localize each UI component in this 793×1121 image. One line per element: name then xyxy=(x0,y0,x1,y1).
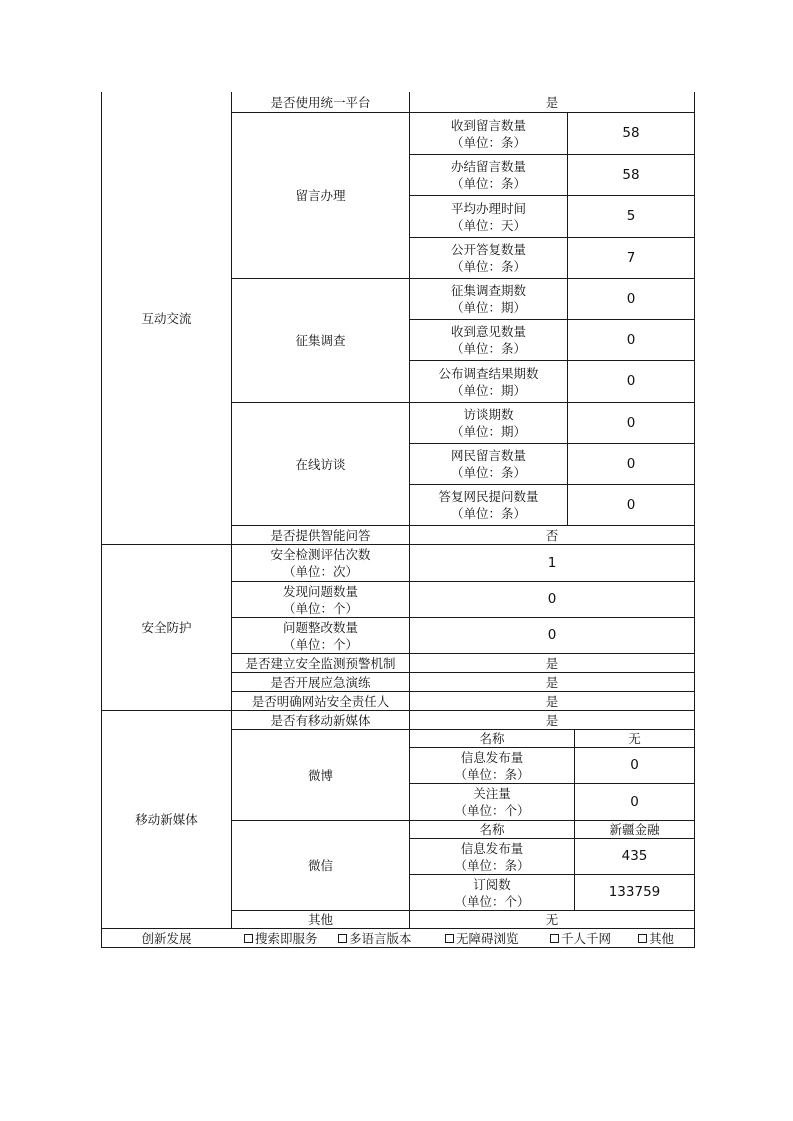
warning-mechanism-value: 是 xyxy=(545,655,559,671)
option-other[interactable]: 其他 xyxy=(638,929,674,947)
smart-qa-label: 是否提供智能问答 xyxy=(270,527,371,543)
problems-found-label: 发现问题数量 （单位：个） xyxy=(282,583,358,616)
public-replies-value: 7 xyxy=(626,249,636,266)
survey-results-value: 0 xyxy=(626,373,636,389)
survey-title: 征集调查 xyxy=(295,333,346,348)
closed-messages-label: 办结留言数量 （单位：条） xyxy=(450,159,526,191)
innovation-options xyxy=(240,928,700,947)
wechat-subscribers-value: 133759 xyxy=(608,884,661,900)
survey-periods-label: 征集调查期数 （单位：期） xyxy=(450,283,526,315)
interview-periods-value: 0 xyxy=(626,414,636,431)
wechat-subscribers-label: 订阅数 （单位：个） xyxy=(454,876,530,909)
has-mobile-media-value: 是 xyxy=(545,712,559,728)
emergency-drill-value: 是 xyxy=(545,674,559,690)
security-owner-label: 是否明确网站安全责任人 xyxy=(251,693,390,709)
received-messages-label: 收到留言数量 （单位：条） xyxy=(450,117,526,150)
checkbox-icon[interactable] xyxy=(638,934,647,943)
interview-periods-label: 访谈期数 （单位：期） xyxy=(450,407,526,439)
security-checks-value: 1 xyxy=(547,554,557,571)
checkbox-icon[interactable] xyxy=(338,934,347,943)
weibo-posts-value: 0 xyxy=(630,757,639,773)
security-checks-label: 安全检测评估次数 （单位：次） xyxy=(270,547,371,579)
wechat-posts-value: 435 xyxy=(621,848,648,864)
wechat-posts-label: 信息发布量 （单位：条） xyxy=(454,840,530,873)
opinions-received-value: 0 xyxy=(626,331,636,348)
weibo-posts-label: 信息发布量 （单位：条） xyxy=(454,749,530,782)
received-messages-value: 58 xyxy=(622,125,640,141)
unified-platform-label: 是否使用统一平台 xyxy=(270,94,371,110)
security-owner-value: 是 xyxy=(545,693,559,709)
section-interaction-title: 互动交流 xyxy=(141,310,192,326)
netizen-replies-value: 0 xyxy=(626,496,636,513)
other-media-value: 无 xyxy=(545,912,559,927)
survey-periods-value: 0 xyxy=(626,290,636,307)
option-personalized[interactable]: 千人千网 xyxy=(550,929,611,947)
avg-handling-time-label: 平均办理时间 （单位：天） xyxy=(450,200,526,233)
netizen-messages-label: 网民留言数量 （单位：条） xyxy=(450,448,526,480)
netizen-replies-label: 答复网民提问数量 （单位：条） xyxy=(438,489,539,521)
weibo-followers-value: 0 xyxy=(630,793,639,810)
wechat-name-value: 新疆金融 xyxy=(609,822,660,837)
section-security-title: 安全防护 xyxy=(141,620,192,635)
problems-fixed-value: 0 xyxy=(547,627,557,643)
public-replies-label: 公开答复数量 （单位：条） xyxy=(450,242,526,274)
netizen-messages-value: 0 xyxy=(626,455,636,472)
smart-qa-value: 否 xyxy=(545,527,559,543)
wechat-name-label: 名称 xyxy=(479,822,505,837)
option-accessibility[interactable]: 无障碍浏览 xyxy=(445,929,519,947)
rule xyxy=(694,92,695,948)
opinions-received-label: 收到意见数量 （单位：条） xyxy=(450,324,526,356)
has-mobile-media-label: 是否有移动新媒体 xyxy=(270,712,371,728)
section-mobile-title: 移动新媒体 xyxy=(135,812,198,827)
option-multilanguage[interactable]: 多语言版本 xyxy=(338,929,412,947)
unified-platform-value: 是 xyxy=(545,94,559,110)
problems-found-value: 0 xyxy=(547,591,557,607)
other-media-label: 其他 xyxy=(307,912,333,927)
problems-fixed-label: 问题整改数量 （单位：个） xyxy=(282,619,358,652)
weibo-title: 微博 xyxy=(307,767,333,783)
rule xyxy=(101,947,695,948)
interview-title: 在线访谈 xyxy=(295,456,346,472)
option-search-service[interactable]: 搜索即服务 xyxy=(244,929,318,947)
survey-results-label: 公布调查结果期数 （单位：期） xyxy=(438,365,539,398)
weibo-name-value: 无 xyxy=(628,731,641,746)
warning-mechanism-label: 是否建立安全监测预警机制 xyxy=(245,655,396,671)
checkbox-icon[interactable] xyxy=(550,934,559,943)
checkbox-icon[interactable] xyxy=(244,934,253,943)
weibo-name-label: 名称 xyxy=(479,731,505,746)
weibo-followers-label: 关注量 （单位：个） xyxy=(454,786,530,818)
wechat-title: 微信 xyxy=(307,858,333,873)
avg-handling-time-value: 5 xyxy=(626,208,636,224)
checkbox-icon[interactable] xyxy=(445,934,454,943)
messages-title: 留言办理 xyxy=(295,188,346,203)
emergency-drill-label: 是否开展应急演练 xyxy=(270,674,371,690)
section-innovation-title: 创新发展 xyxy=(141,930,192,946)
closed-messages-value: 58 xyxy=(622,166,640,183)
